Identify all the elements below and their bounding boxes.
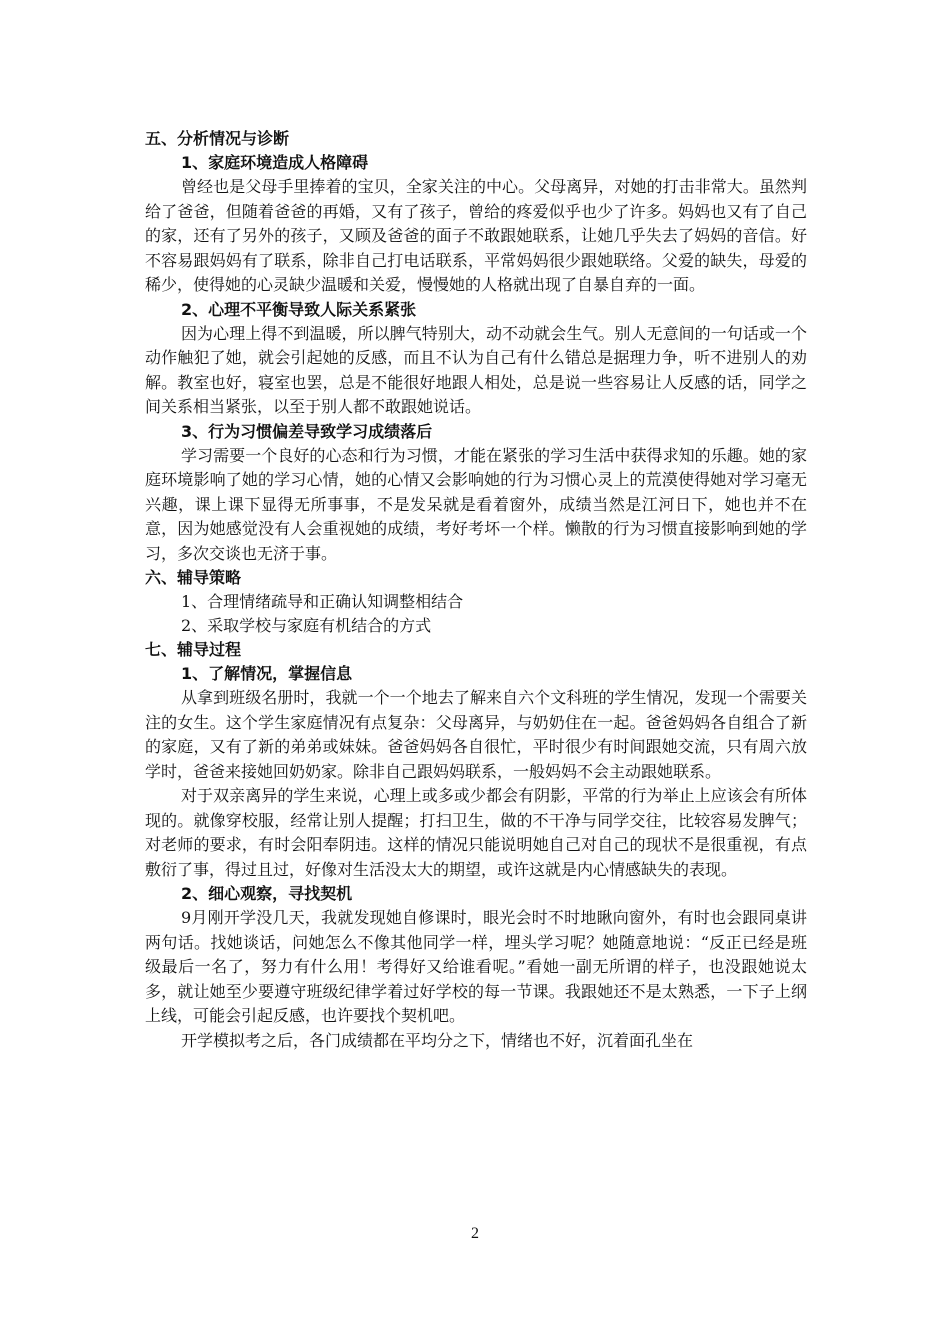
paragraph: 曾经也是父母手里捧着的宝贝，全家关注的中心。父母离异，对她的打击非常大。虽然判给了爸爸，但随着爸爸的再婚，又有了孩子，曾给的疼爱似乎也少了许多。妈妈也又有了自己的家，还有了另外的孩子，又顾及爸爸的面子不敢跟她联系，让她几乎失去了妈妈的音信。好不容易跟妈妈有了联系，除非自己打电话联系，平常妈妈很少跟她联络。父爱的缺失，母爱的稀少，使得她的心灵缺少温暖和关爱，慢慢她的人格就出现了自暴自弃的一面。 [145,177,807,294]
subheading-psychological-imbalance: 2、心理不平衡导致人际关系紧张 [181,299,417,319]
section-heading-analysis: 五、分析情况与诊断 [145,129,290,148]
section-heading-process: 七、辅导过程 [145,640,242,659]
paragraph: 9月刚开学没几天，我就发现她自修课时，眼光会时不时地瞅向窗外，有时也会跟同桌讲两句话。找她谈话，问她怎么不像其他同学一样，埋头学习呢？她随意地说：“反正已经是班级最后一名了，努力有什么用！考得好又给谁看呢。”看她一副无所谓的样子，也没跟她说太多，就让她至少要遵守班级纪律学着过好学校的每一节课。我跟她还不是太熟悉，一下子上纲上线，可能会引起反感，也许要找个契机吧。 [145,908,807,1025]
paragraph: 学习需要一个良好的心态和行为习惯，才能在紧张的学习生活中获得求知的乐趣。她的家庭环境影响了她的学习心情，她的心情又会影响她的行为习惯心灵上的荒漠使得她对学习毫无兴趣，课上课下显得无所事事，不是发呆就是看着窗外，成绩当然是江河日下，她也并不在意，因为她感觉没有人会重视她的成绩，考好考坏一个样。懒散的行为习惯直接影响到她的学习，多次交谈也无济于事。 [145,445,807,563]
strategy-item: 2、采取学校与家庭有机结合的方式 [181,616,432,635]
subheading-behavior-habits: 3、行为习惯偏差导致学习成绩落后 [181,421,433,441]
page-number: 2 [471,1225,479,1242]
subheading-understand-situation: 1、了解情况，掌握信息 [181,664,353,683]
subheading-family-environment: 1、家庭环境造成人格障碍 [181,153,369,172]
subheading-careful-observation: 2、细心观察，寻找契机 [181,884,353,903]
paragraph: 开学模拟考之后，各门成绩都在平均分之下，情绪也不好，沉着面孔坐在 [181,1030,694,1050]
document-page [145,127,807,1053]
strategy-item: 1、合理情绪疏导和正确认知调整相结合 [181,592,464,611]
section-heading-strategy: 六、辅导策略 [145,568,242,587]
paragraph: 对于双亲离异的学生来说，心理上或多或少都会有阴影，平常的行为举止上应该会有所体现的。就像穿校服，经常让别人提醒；打扫卫生，做的不干净与同学交往，比较容易发脾气；对老师的要求，有时会阳奉阴违。这样的情况只能说明她自己对自己的现状不是很重视，有点敷衍了事，得过且过，好像对生活没太大的期望，或许这就是内心情感缺失的表现。 [145,786,807,879]
paragraph: 从拿到班级名册时，我就一个一个地去了解来自六个文科班的学生情况，发现一个需要关注的女生。这个学生家庭情况有点复杂：父母离异，与奶奶住在一起。爸爸妈妈各自组合了新的家庭，又有了新的弟弟或妹妹。爸爸妈妈各自很忙，平时很少有时间跟她交流，只有周六放学时，爸爸来接她回奶奶家。除非自己跟妈妈联系，一般妈妈不会主动跟她联系。 [145,688,807,781]
paragraph: 因为心理上得不到温暖，所以脾气特别大，动不动就会生气。别人无意间的一句话或一个动作触犯了她，就会引起她的反感，而且不认为自己有什么错总是据理力争，听不进别人的劝解。教室也好，寝室也罢，总是不能很好地跟人相处，总是说一些容易让人反感的话，同学之间关系相当紧张，以至于别人都不敢跟她说话。 [145,323,807,416]
